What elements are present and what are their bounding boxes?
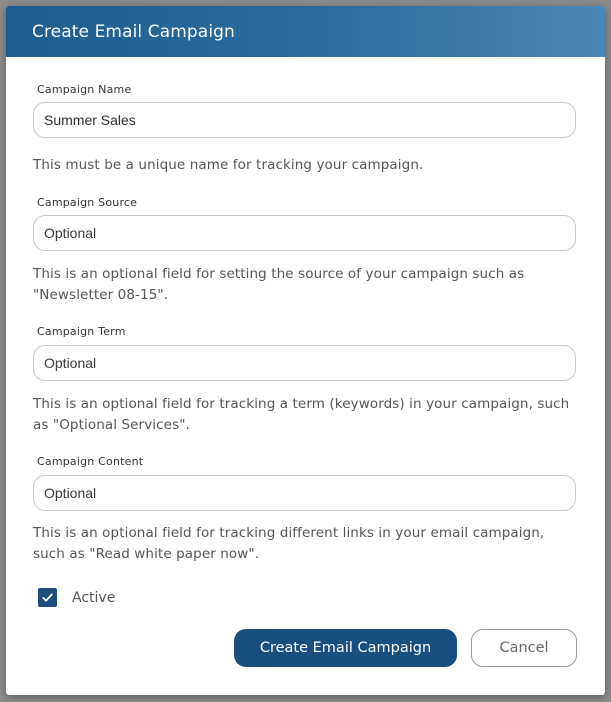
- campaign-name-input[interactable]: Summer Sales: [33, 102, 576, 138]
- dialog-title: Create Email Campaign: [32, 21, 235, 42]
- campaign-term-help: This is an optional field for tracking a term (keywords) in your campaign, such as "Optional Services".: [33, 396, 570, 433]
- active-checkbox[interactable]: [38, 588, 57, 607]
- campaign-term-label: Campaign Term: [37, 325, 126, 338]
- campaign-name-label: Campaign Name: [37, 83, 132, 96]
- campaign-name-help: This must be a unique name for tracking your campaign.: [33, 157, 424, 173]
- create-campaign-dialog: [6, 6, 605, 695]
- active-label: Active: [72, 589, 116, 606]
- campaign-source-label: Campaign Source: [37, 196, 138, 209]
- campaign-source-help: This is an optional field for setting the source of your campaign such as "Newsletter 08-15".: [33, 266, 525, 303]
- campaign-content-help: This is an optional field for tracking different links in your email campaign, such as "Read white paper now".: [33, 525, 545, 562]
- campaign-content-label: Campaign Content: [37, 455, 144, 468]
- create-email-campaign-button[interactable]: Create Email Campaign: [234, 629, 457, 667]
- checkmark-icon: [41, 591, 54, 604]
- campaign-term-input[interactable]: Optional: [33, 345, 576, 381]
- active-checkbox-row[interactable]: [38, 588, 115, 607]
- cancel-button[interactable]: Cancel: [471, 629, 577, 667]
- campaign-content-input[interactable]: Optional: [33, 475, 576, 511]
- dialog-header: [6, 6, 605, 57]
- campaign-source-input[interactable]: Optional: [33, 215, 576, 251]
